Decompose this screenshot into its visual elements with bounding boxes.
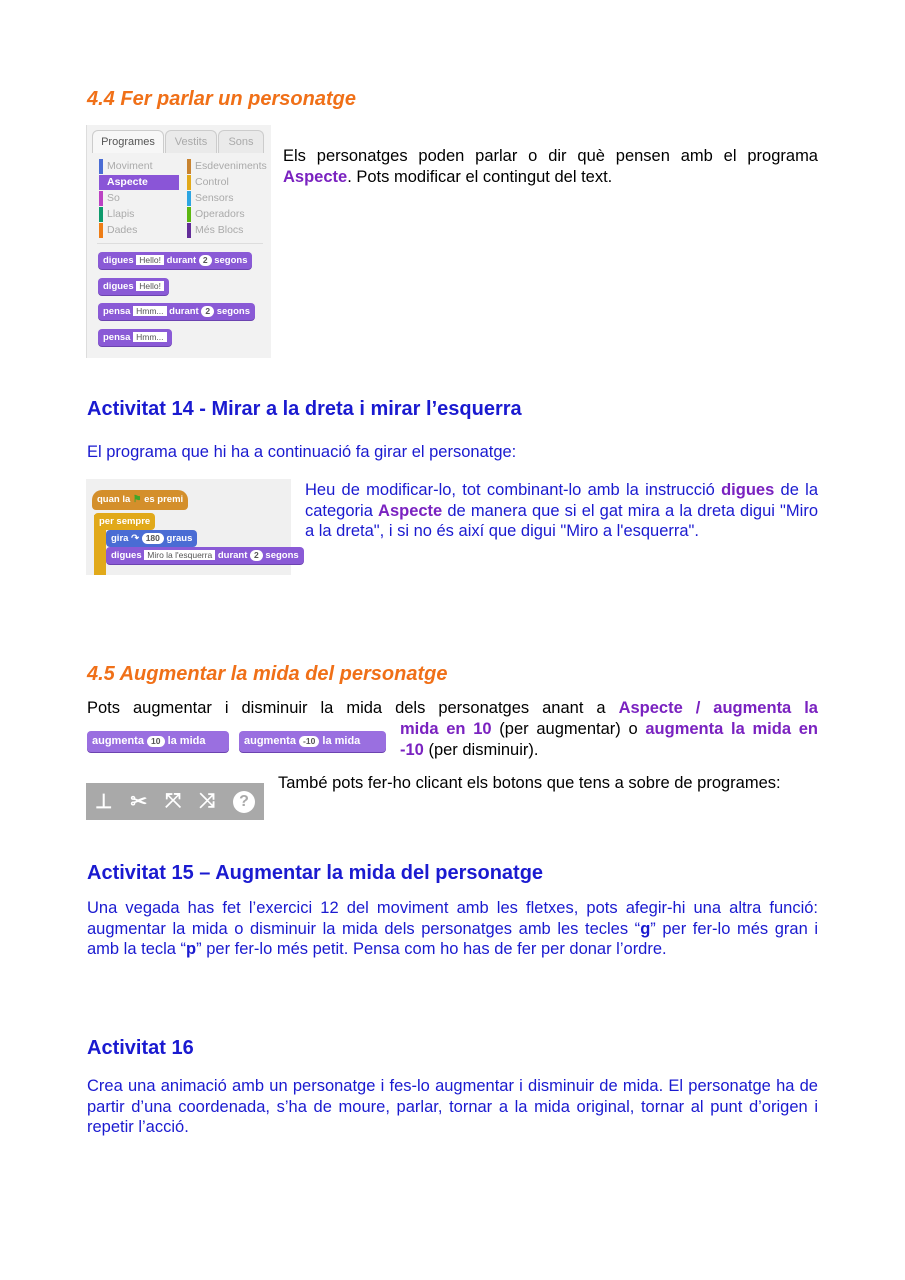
activity-14-intro: El programa que hi ha a continuació fa girar el personatge: — [87, 443, 517, 461]
category-llapis — [99, 207, 134, 222]
category-label: Dades — [107, 224, 138, 236]
text: de manera que si el gat mira a la dreta digui "Miro a la dreta", i si no és així que digui "Miro a l'esquerra". — [305, 501, 818, 540]
activity-15-paragraph — [87, 898, 818, 960]
tab-sons: Sons — [218, 130, 264, 153]
category-label: Més Blocs — [195, 224, 244, 236]
category-color-swatch — [99, 159, 103, 174]
think-for-secs-block: pensa Hmm... durant 2 segons — [98, 303, 255, 320]
tab-programes: Programes — [92, 130, 164, 153]
category-moviment — [99, 159, 153, 174]
change-size-10-block: augmenta 10 la mida — [87, 731, 229, 752]
section-heading-4-4: 4.4 Fer parlar un personatge — [87, 88, 356, 110]
text: ” per fer-lo més gran i amb la tecla “ — [87, 919, 819, 958]
aspecte-emphasis: Aspecte — [283, 167, 348, 186]
category-color-swatch — [187, 191, 191, 206]
change-size-minus10-block: augmenta -10 la mida — [239, 731, 386, 752]
section-heading-4-5: 4.5 Augmentar la mida del personatge — [87, 663, 448, 685]
green-flag-icon: ⚑ — [132, 494, 142, 505]
text: . Pots modificar el contingut del text. — [347, 167, 613, 186]
stamp-icon: ⊥ — [94, 791, 113, 813]
sprite-toolbar-image — [86, 783, 264, 820]
text: (per disminuir). — [423, 740, 539, 759]
category-label: Esdeveniments — [195, 160, 267, 172]
turn-right-icon: ↷ — [131, 533, 140, 544]
help-icon: ? — [233, 791, 255, 813]
category-label: So — [107, 192, 120, 204]
category-color-swatch — [99, 175, 103, 190]
category-aspecte — [99, 175, 179, 190]
think-block: pensa Hmm... — [98, 329, 172, 346]
category-sensors — [187, 191, 234, 206]
scratch-script-image — [86, 479, 299, 575]
category-esdeveniments — [187, 159, 267, 174]
category-label: Moviment — [107, 160, 153, 172]
activity-16-heading: Activitat 16 — [87, 1037, 194, 1059]
category-color-swatch — [99, 223, 103, 238]
block-name-emphasis: augmenta la mida en -10 — [400, 720, 819, 759]
activity-16-paragraph: Crea una animació amb un personatge i fes-lo augmentar i disminuir de mida. El personatge ha de partir d’una coordenada, s’ha de moure, parlar, tornar a la mida original, tornar al punt d’origen i repetir l’acció. — [87, 1077, 818, 1136]
divider — [97, 243, 263, 244]
say-for-secs-block: digues Miro la l'esquerra durant 2 segons — [106, 547, 304, 564]
text: Els personatges poden parlar o dir què pensen amb el programa — [283, 147, 818, 165]
activity-14-paragraph — [305, 480, 818, 542]
category-color-swatch — [187, 223, 191, 238]
activity-14-heading: Activitat 14 - Mirar a la dreta i mirar l’esquerra — [87, 398, 522, 420]
block-name-emphasis: Aspecte / augmenta la — [618, 699, 818, 717]
paragraph-4-4 — [283, 146, 818, 187]
category-color-swatch — [99, 191, 103, 206]
key-g: g — [640, 919, 651, 938]
text: (per augmentar) o — [491, 720, 646, 738]
category-color-swatch — [187, 207, 191, 222]
paragraph-4-5-line1 — [87, 698, 818, 719]
grow-icon: ⤧ — [165, 790, 182, 812]
text: de la categoria — [305, 481, 818, 520]
turn-block: gira ↷ 180 graus — [106, 530, 197, 547]
category-control — [187, 175, 229, 190]
category-label: Sensors — [195, 192, 234, 204]
text: Una vegada has fet l’exercici 12 del moviment amb les fletxes, pots afegir-hi una altra funció: augmentar la mida o disminuir la mida dels personatges amb les tecles “ — [87, 899, 818, 938]
digues-emphasis: digues — [721, 481, 775, 499]
text: Pots augmentar i disminuir la mida dels personatges anant a — [87, 699, 619, 717]
activity-15-heading: Activitat 15 – Augmentar la mida del personatge — [87, 862, 544, 884]
forever-block: per sempre — [94, 513, 155, 530]
shrink-icon: ⤨ — [199, 790, 216, 812]
when-flag-clicked-block: quan la ⚑ es premi — [92, 490, 188, 510]
block-name-emphasis: mida en 10 — [400, 720, 492, 738]
category-color-swatch — [187, 159, 191, 174]
tab-vestits: Vestits — [165, 130, 217, 153]
category-label: Control — [195, 176, 229, 188]
category-color-swatch — [187, 175, 191, 190]
category-label: Llapis — [107, 208, 135, 220]
category-label: Operadors — [195, 208, 245, 220]
paragraph-4-5-rest — [400, 719, 818, 760]
aspecte-emphasis: Aspecte — [378, 501, 443, 520]
category-color-swatch — [99, 207, 103, 222]
category-operadors — [187, 207, 245, 222]
say-for-secs-block: digues Hello! durant 2 segons — [98, 252, 252, 269]
category-dades — [99, 223, 137, 238]
category-més-blocs — [187, 223, 243, 238]
text: Heu de modificar-lo, tot combinant-lo amb la instrucció — [305, 481, 722, 499]
key-p: p — [186, 940, 197, 958]
text: ” per fer-lo més petit. Pensa com ho has de fer per donar l’ordre. — [196, 940, 667, 958]
say-block: digues Hello! — [98, 278, 169, 295]
category-so — [99, 191, 120, 206]
scissors-icon: ✂ — [130, 791, 148, 813]
toolbar-paragraph: També pots fer-ho clicant els botons que tens a sobre de programes: — [278, 774, 781, 792]
scratch-blocks-palette-image — [86, 125, 271, 358]
category-label: Aspecte — [107, 176, 148, 188]
